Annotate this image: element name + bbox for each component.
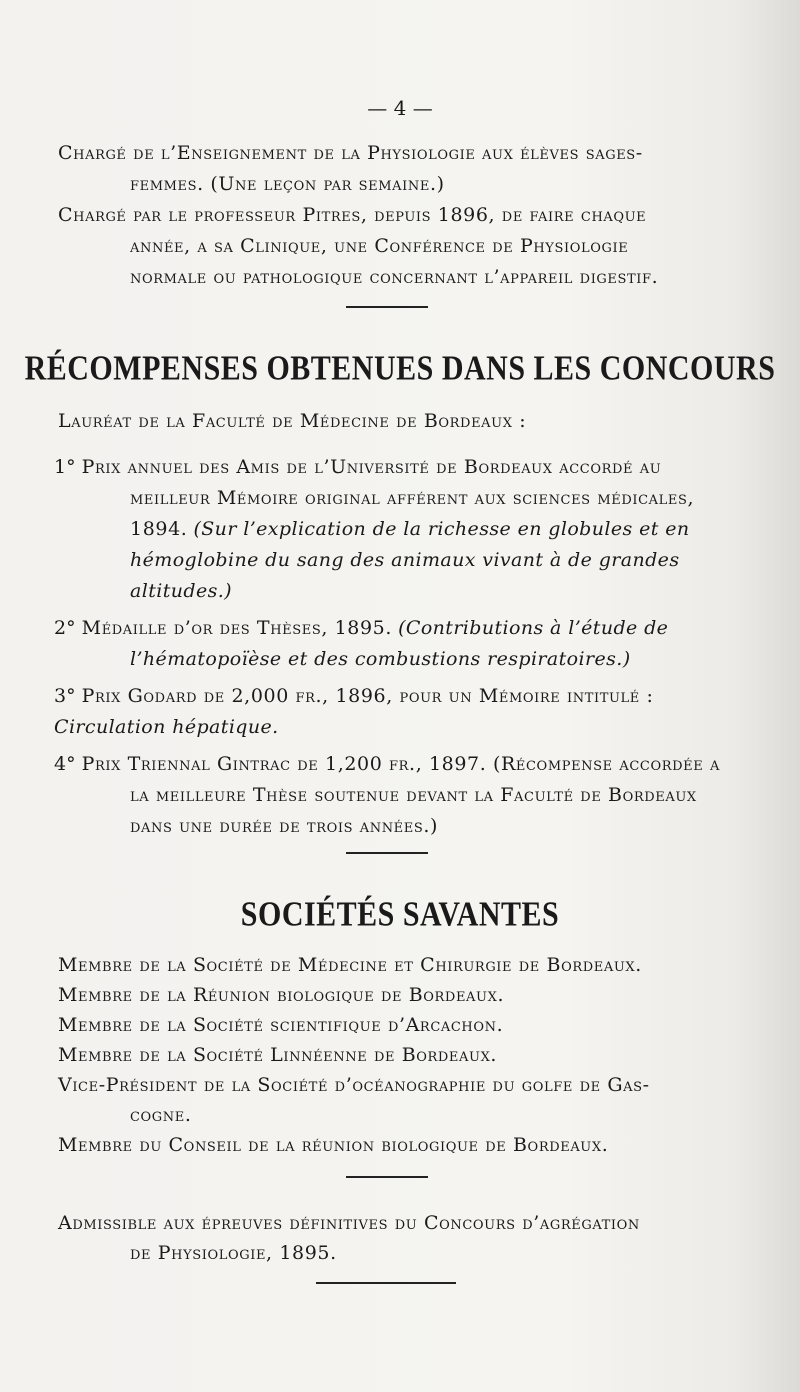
- section-title-recompenses: RÉCOMPENSES OBTENUES DANS LES CONCOURS: [24, 348, 776, 388]
- section-title-societes: SOCIÉTÉS SAVANTES: [240, 894, 560, 934]
- award-number: 4°: [54, 753, 76, 775]
- award-item-3: [54, 681, 732, 743]
- award-italic: Circulation hépatique.: [54, 716, 279, 738]
- society-line-3: Membre de la Société scientifique d’Arcachon.: [58, 1014, 504, 1036]
- divider-2: [346, 852, 428, 854]
- award-number: 2°: [54, 617, 76, 639]
- award-number: 1°: [54, 456, 76, 478]
- page-number: — 4 —: [367, 96, 433, 120]
- closing-line-1: Admissible aux épreuves définitives du Concours d’agrégation: [58, 1212, 640, 1234]
- society-line-1: Membre de la Société de Médecine et Chirurgie de Bordeaux.: [58, 954, 642, 976]
- award-text: Médaille d’or des Thèses, 1895.: [81, 617, 393, 639]
- awards-list: [54, 452, 732, 848]
- divider-3: [346, 1176, 428, 1178]
- award-item-2: [54, 613, 732, 675]
- divider-1: [346, 306, 428, 308]
- intro-entry-2: [58, 200, 730, 293]
- divider-4: [316, 1282, 456, 1284]
- intro-entry-1: [58, 138, 730, 200]
- intro-entry-1-line-1: Chargé de l’Enseignement de la Physiologie aux élèves sages-: [58, 142, 643, 164]
- societies-list: [58, 950, 730, 1160]
- award-item-4: [54, 749, 732, 842]
- award-italic: (Contributions à l’étude de l’hématopoïèse et des combustions respiratoires.): [130, 617, 669, 670]
- award-text: Prix Triennal Gintrac de 1,200 fr., 1897. (Récompense accordée a la meilleure Thèse soutenue devant la Faculté de Bordeaux dans une durée de trois années.): [81, 753, 720, 837]
- society-line-2: Membre de la Réunion biologique de Bordeaux.: [58, 984, 505, 1006]
- intro-entry-2-line-2: année, a sa Clinique, une Conférence de Physiologie: [130, 235, 629, 257]
- society-line-5-cont: cogne.: [130, 1104, 192, 1126]
- intro-entry-2-line-1: Chargé par le professeur Pitres, depuis 1896, de faire chaque: [58, 204, 647, 226]
- intro-entry-2-line-3: normale ou pathologique concernant l’appareil digestif.: [130, 266, 659, 288]
- closing-block: [58, 1208, 730, 1268]
- society-line-6: Membre du Conseil de la réunion biologique de Bordeaux.: [58, 1134, 609, 1156]
- award-text: Prix annuel des Amis de l’Université de Bordeaux accordé au meilleur Mémoire original afférent aux sciences médicales, 1894.: [81, 456, 695, 540]
- award-italic: (Sur l’explication de la richesse en globules et en hémoglobine du sang des animaux vivant à de grandes altitudes.): [130, 518, 690, 602]
- award-text: Prix Godard de 2,000 fr., 1896, pour un Mémoire intitulé :: [81, 685, 654, 707]
- intro-block: [58, 138, 730, 293]
- closing-line-2: de Physiologie, 1895.: [130, 1242, 337, 1264]
- intro-entry-1-line-2: femmes. (Une leçon par semaine.): [130, 173, 445, 195]
- award-item-1: [54, 452, 732, 607]
- section-subtitle-laureat: Lauréat de la Faculté de Médecine de Bordeaux :: [58, 410, 527, 432]
- society-line-5: Vice-Président de la Société d’océanographie du golfe de Gas-: [58, 1074, 650, 1096]
- award-number: 3°: [54, 685, 76, 707]
- society-line-4: Membre de la Société Linnéenne de Bordeaux.: [58, 1044, 498, 1066]
